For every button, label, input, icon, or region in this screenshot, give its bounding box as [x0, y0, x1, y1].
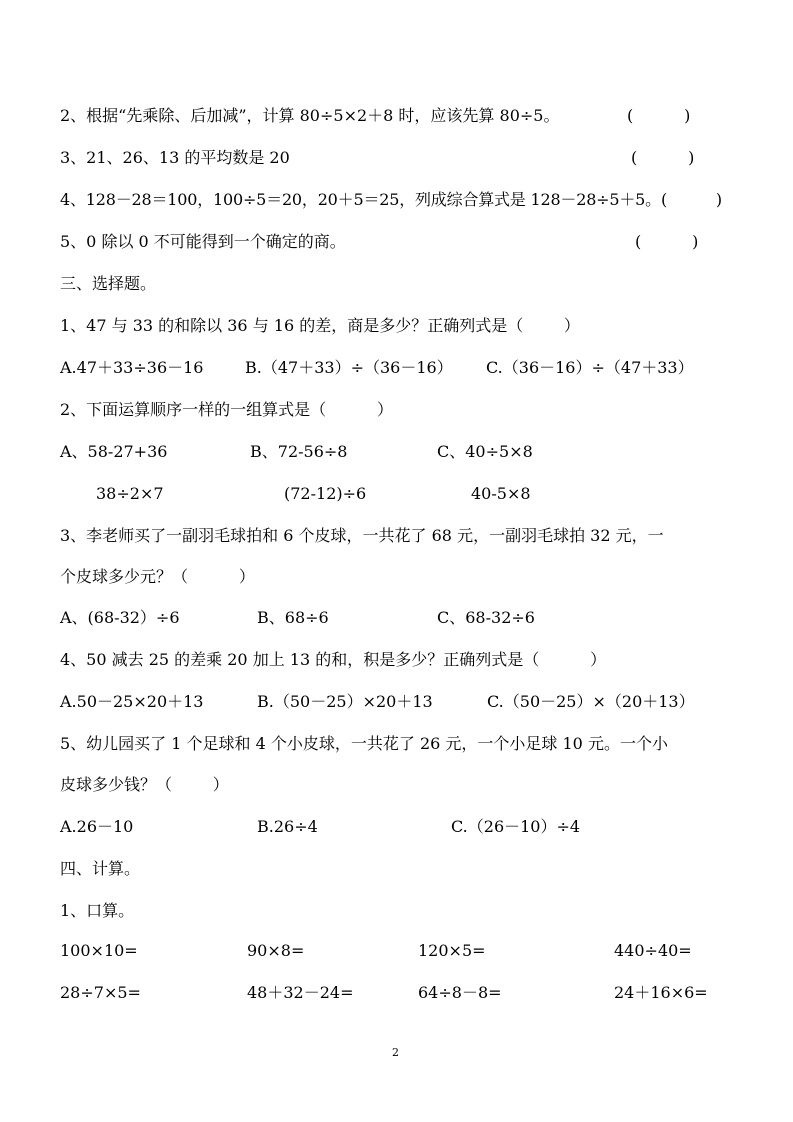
choice-q2-option-c[interactable]: C、40÷5×8: [437, 442, 533, 461]
choice-q2: 2、下面运算顺序一样的一组算式是（ ）: [60, 400, 394, 419]
choice-q1-option-c[interactable]: C.（36－16）÷（47＋33）: [486, 358, 694, 377]
choice-q1: 1、47 与 33 的和除以 36 与 16 的差，商是多少？正确列式是（ ）: [60, 316, 580, 335]
calc-item[interactable]: 100×10=: [60, 941, 138, 960]
section4-title: 四、计算。: [60, 859, 141, 878]
choice-q5-line2: 皮球多少钱？（ ）: [60, 775, 229, 794]
calc-item[interactable]: 90×8=: [247, 941, 305, 960]
calc-item[interactable]: 48＋32－24=: [247, 983, 354, 1002]
judge-q3: 3、21、26、13 的平均数是 20: [60, 148, 290, 167]
section3-title: 三、选择题。: [60, 274, 157, 293]
choice-q2-option-a[interactable]: A、58-27+36: [60, 442, 168, 461]
choice-q1-option-a[interactable]: A.47＋33÷36－16: [60, 358, 204, 377]
choice-q5-option-c[interactable]: C.（26－10）÷4: [451, 817, 581, 836]
calc-item[interactable]: 64÷8－8=: [418, 983, 502, 1002]
choice-q5-option-b[interactable]: B.26÷4: [257, 817, 318, 836]
choice-q3-option-c[interactable]: C、68-32÷6: [437, 608, 535, 627]
choice-q3-option-a[interactable]: A、(68-32）÷6: [60, 608, 180, 627]
choice-q4: 4、50 减去 25 的差乘 20 加上 13 的和，积是多少？正确列式是（ ）: [60, 650, 607, 669]
choice-q3-line2: 个皮球多少元？（ ）: [60, 567, 255, 586]
judge-q5-answer-paren[interactable]: ( ): [635, 232, 699, 251]
calc-item[interactable]: 440÷40=: [614, 941, 692, 960]
choice-q2-option-b[interactable]: B、72-56÷8: [250, 442, 348, 461]
calc-item[interactable]: 120×5=: [418, 941, 486, 960]
judge-q2: 2、根据“先乘除、后加减”，计算 80÷5×2＋8 时，应该先算 80÷5。: [60, 106, 560, 125]
choice-q3-line1: 3、李老师买了一副羽毛球拍和 6 个皮球，一共花了 68 元，一副羽毛球拍 32 元，一: [60, 526, 664, 545]
choice-q4-option-b[interactable]: B.（50－25）×20＋13: [257, 692, 433, 711]
choice-q2-option-b-line2: (72-12)÷6: [284, 484, 367, 503]
calc-item[interactable]: 28÷7×5=: [60, 983, 141, 1002]
judge-q5: 5、0 除以 0 不可能得到一个确定的商。: [60, 232, 346, 251]
choice-q2-option-a-line2: 38÷2×7: [96, 484, 164, 503]
calc-item[interactable]: 24＋16×6=: [614, 983, 708, 1002]
judge-q4: 4、128－28＝100，100÷5＝20，20＋5＝25，列成综合算式是 128－28÷5＋5。( ): [60, 190, 722, 209]
judge-q2-answer-paren[interactable]: ( ): [627, 106, 691, 125]
choice-q4-option-a[interactable]: A.50－25×20＋13: [60, 692, 204, 711]
choice-q5-line1: 5、幼儿园买了 1 个足球和 4 个小皮球，一共花了 26 元，一个小足球 10 元。一个小: [60, 734, 668, 753]
judge-q3-answer-paren[interactable]: ( ): [631, 148, 695, 167]
page-number: 2: [392, 1046, 399, 1059]
section4-sub1: 1、口算。: [60, 901, 135, 920]
choice-q2-option-c-line2: 40-5×8: [471, 484, 531, 503]
choice-q5-option-a[interactable]: A.26－10: [60, 817, 134, 836]
choice-q3-option-b[interactable]: B、68÷6: [257, 608, 329, 627]
choice-q1-option-b[interactable]: B.（47＋33）÷（36－16）: [245, 358, 453, 377]
choice-q4-option-c[interactable]: C.（50－25）×（20＋13）: [487, 692, 695, 711]
